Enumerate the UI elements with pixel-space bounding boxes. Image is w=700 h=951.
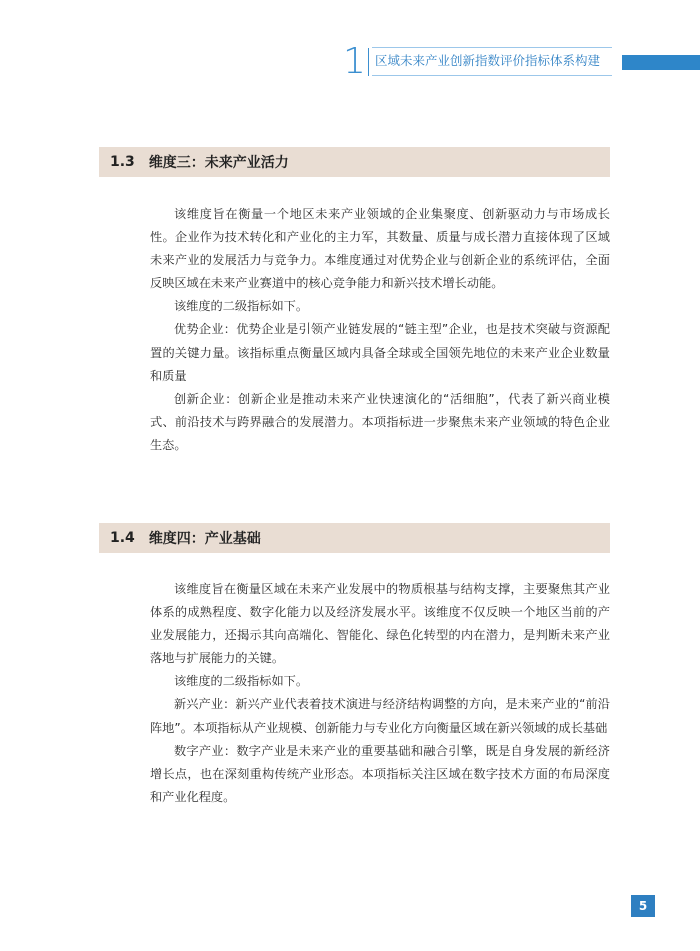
header-divider bbox=[368, 48, 369, 76]
section-title: 维度四：产业基础 bbox=[148, 531, 261, 547]
paragraph: 该维度的二级指标如下。 bbox=[174, 299, 309, 314]
section-title: 维度三：未来产业活力 bbox=[148, 155, 289, 171]
section-body-1-3 bbox=[150, 203, 610, 457]
section-number: 1.3 bbox=[110, 154, 135, 170]
section-heading-1-4 bbox=[99, 523, 610, 553]
chapter-number: 1 bbox=[343, 41, 366, 82]
section-body-1-4 bbox=[150, 578, 610, 809]
chapter-title: 区域未来产业创新指数评价指标体系构建 bbox=[375, 53, 601, 68]
paragraph: 创新企业：创新企业是推动未来产业快速演化的“活细胞”，代表了新兴商业模式、前沿技术与跨界融合的发展潜力。本项指标进一步聚焦未来产业领域的特色企业生态。 bbox=[150, 391, 610, 452]
paragraph: 该维度旨在衡量一个地区未来产业领域的企业集聚度、创新驱动力与市场成长性。企业作为技术转化和产业化的主力军，其数量、质量与成长潜力直接体现了区域未来产业的发展活力与竞争力。本维度通过对优势企业与创新企业的系统评估，全面反映区域在未来产业赛道中的核心竞争能力和新兴技术增长动能。 bbox=[150, 207, 610, 291]
header-accent-bar bbox=[622, 55, 700, 70]
section-number: 1.4 bbox=[110, 530, 135, 546]
paragraph: 优势企业：优势企业是引领产业链发展的“链主型”企业，也是技术突破与资源配置的关键力量。该指标重点衡量区域内具备全球或全国领先地位的未来产业企业数量和质量 bbox=[150, 322, 610, 383]
paragraph: 该维度旨在衡量区域在未来产业发展中的物质根基与结构支撑，主要聚焦其产业体系的成熟程度、数字化能力以及经济发展水平。该维度不仅反映一个地区当前的产业发展能力，还揭示其向高端化、智能化、绿色化转型的内在潜力，是判断未来产业落地与扩展能力的关键。 bbox=[150, 582, 610, 666]
header-rule-top bbox=[372, 47, 612, 48]
header-rule-bottom bbox=[372, 75, 612, 76]
paragraph: 数字产业：数字产业是未来产业的重要基础和融合引擎，既是自身发展的新经济增长点，也在深刻重构传统产业形态。本项指标关注区域在数字技术方面的布局深度和产业化程度。 bbox=[150, 743, 610, 804]
paragraph: 新兴产业：新兴产业代表着技术演进与经济结构调整的方向，是未来产业的“前沿阵地”。本项指标从产业规模、创新能力与专业化方向衡量区域在新兴领域的成长基础 bbox=[150, 697, 610, 735]
section-heading-1-3 bbox=[99, 147, 610, 177]
paragraph: 该维度的二级指标如下。 bbox=[174, 674, 309, 689]
page-number: 5 bbox=[631, 895, 655, 917]
